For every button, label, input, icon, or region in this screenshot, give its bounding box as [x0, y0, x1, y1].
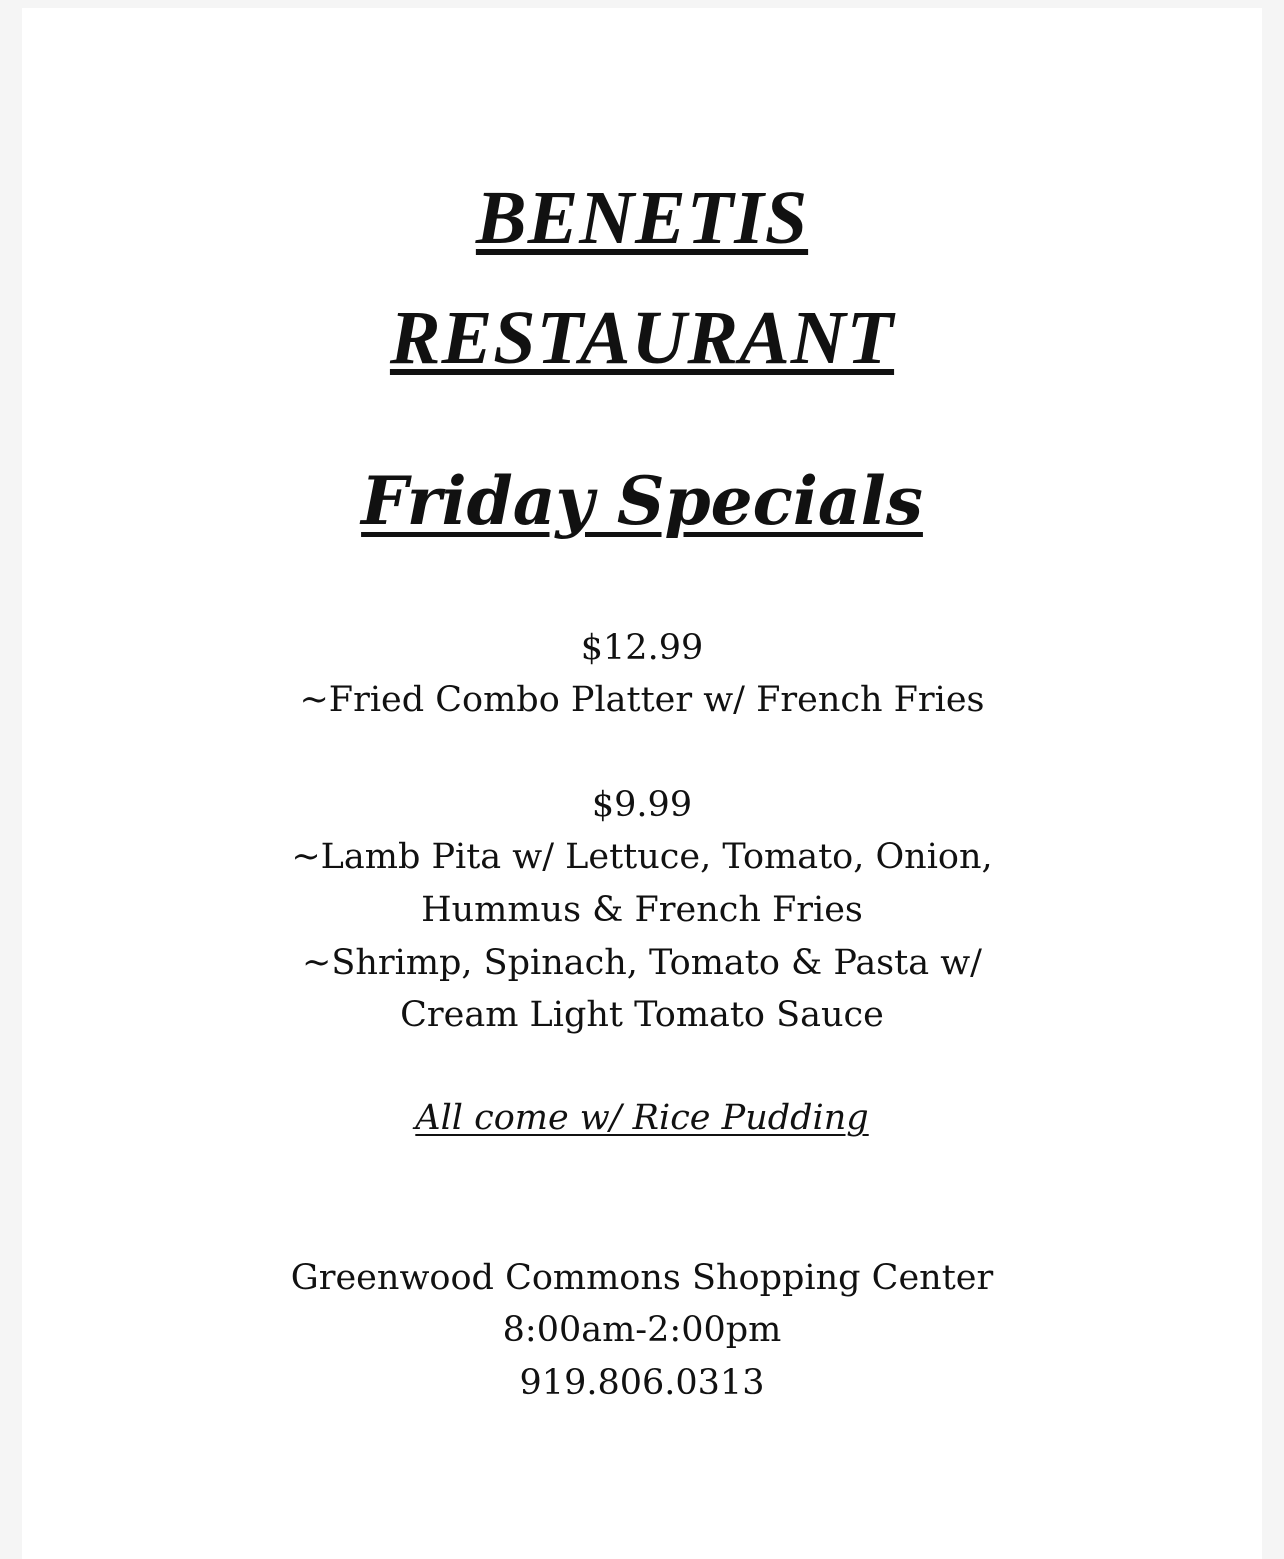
hours: 8:00am-2:00pm — [502, 1310, 782, 1350]
special-price: $12.99 — [580, 628, 704, 668]
menu-page — [22, 8, 1262, 1559]
special-item: ~Shrimp, Spinach, Tomato & Pasta w/ — [302, 943, 982, 983]
location: Greenwood Commons Shopping Center — [290, 1258, 994, 1298]
specials-heading: Friday Specials — [361, 462, 923, 540]
special-item-continued: Cream Light Tomato Sauce — [400, 995, 884, 1035]
special-price: $9.99 — [591, 785, 693, 825]
restaurant-name-line2: RESTAURANT — [389, 296, 895, 380]
restaurant-name-line1: BENETIS — [475, 176, 809, 260]
phone-number: 919.806.0313 — [519, 1363, 765, 1403]
special-item: ~Fried Combo Platter w/ French Fries — [299, 680, 985, 720]
special-item: ~Lamb Pita w/ Lettuce, Tomato, Onion, — [291, 837, 993, 877]
dessert-note: All come w/ Rice Pudding — [415, 1098, 869, 1138]
special-item-continued: Hummus & French Fries — [421, 890, 863, 930]
